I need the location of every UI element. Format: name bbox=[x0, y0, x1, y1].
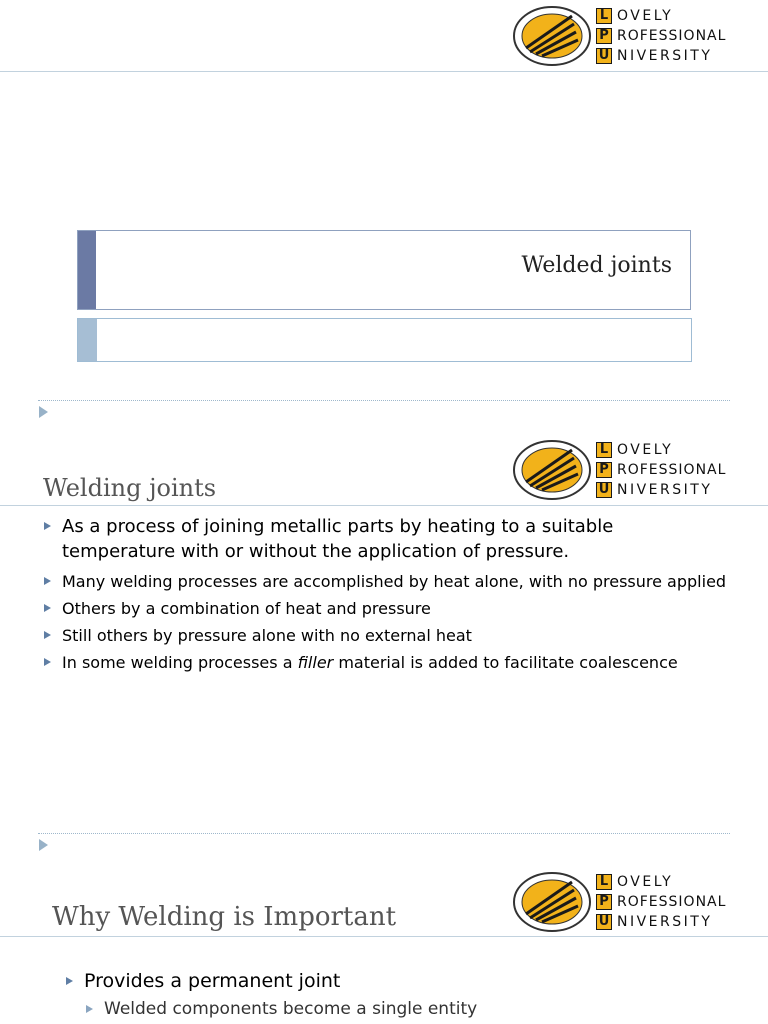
bullet-text: Many welding processes are accomplished by heat alone, with no pressure applied bbox=[62, 572, 727, 591]
bullet-text: Welded components become a single entity bbox=[104, 999, 478, 1019]
logo-word-university: NIVERSITY bbox=[617, 48, 713, 64]
logo-letter-l: L bbox=[596, 442, 612, 458]
logo-letter-u: U bbox=[596, 48, 612, 64]
bullet-icon bbox=[44, 577, 51, 585]
bullet-text-before: In some welding processes a bbox=[62, 653, 298, 672]
bullet-list bbox=[42, 514, 732, 678]
logo-letter-l: L bbox=[596, 874, 612, 890]
bullet-text: Provides a permanent joint bbox=[84, 970, 341, 992]
sub-bullet-icon bbox=[86, 1005, 93, 1013]
slide-separator-1 bbox=[38, 400, 730, 401]
logo-letter-l: L bbox=[596, 8, 612, 24]
bullet-text-emphasis: filler bbox=[297, 653, 334, 672]
list-item bbox=[42, 651, 732, 674]
logo-word-lovely: OVELY bbox=[617, 8, 674, 24]
logo-wordmark bbox=[596, 6, 726, 66]
slide-expand-arrow-icon[interactable] bbox=[39, 406, 48, 418]
logo-letter-p: P bbox=[596, 462, 612, 478]
list-item bbox=[64, 968, 724, 994]
bullet-icon bbox=[44, 658, 51, 666]
bullet-text: As a process of joining metallic parts by heating to a suitable temperature with or without the application of pressure. bbox=[62, 516, 614, 562]
bullet-text: Still others by pressure alone with no external heat bbox=[62, 626, 472, 645]
logo-letter-u: U bbox=[596, 914, 612, 930]
header-divider bbox=[0, 936, 768, 937]
list-item bbox=[42, 597, 732, 620]
bullet-icon bbox=[44, 604, 51, 612]
list-item bbox=[42, 514, 732, 564]
university-logo bbox=[512, 4, 768, 68]
logo-wordmark bbox=[596, 872, 726, 932]
logo-word-professional: ROFESSIONAL bbox=[617, 28, 727, 44]
logo-word-professional: ROFESSIONAL bbox=[617, 894, 727, 910]
bullet-icon bbox=[44, 631, 51, 639]
title-accent-bar bbox=[78, 231, 96, 309]
university-seal-icon bbox=[512, 4, 592, 68]
bullet-list bbox=[64, 968, 724, 994]
slide-2 bbox=[0, 430, 768, 830]
university-logo bbox=[512, 870, 768, 934]
logo-letter-p: P bbox=[596, 28, 612, 44]
slide-expand-arrow-icon[interactable] bbox=[39, 839, 48, 851]
slide-heading: Why Welding is Important bbox=[52, 902, 397, 932]
slide-separator-2 bbox=[38, 833, 730, 834]
logo-word-university: NIVERSITY bbox=[617, 482, 713, 498]
logo-word-lovely: OVELY bbox=[617, 874, 674, 890]
subtitle-accent-bar bbox=[78, 319, 97, 361]
university-logo bbox=[512, 438, 768, 502]
subtitle-placeholder bbox=[77, 318, 692, 362]
bullet-icon bbox=[66, 977, 73, 985]
bullet-text: Others by a combination of heat and pressure bbox=[62, 599, 431, 618]
slide-3 bbox=[0, 866, 768, 1024]
logo-letter-u: U bbox=[596, 482, 612, 498]
logo-wordmark bbox=[596, 440, 726, 500]
bullet-icon bbox=[44, 522, 51, 530]
sub-bullet-list bbox=[84, 997, 724, 1021]
header-divider bbox=[0, 505, 768, 506]
header-divider bbox=[0, 71, 768, 72]
university-seal-icon bbox=[512, 870, 592, 934]
list-item bbox=[42, 624, 732, 647]
logo-word-professional: ROFESSIONAL bbox=[617, 462, 727, 478]
slide-title: Welded joints bbox=[521, 253, 672, 278]
list-item bbox=[84, 997, 724, 1021]
logo-word-university: NIVERSITY bbox=[617, 914, 713, 930]
logo-letter-p: P bbox=[596, 894, 612, 910]
logo-word-lovely: OVELY bbox=[617, 442, 674, 458]
university-seal-icon bbox=[512, 438, 592, 502]
title-placeholder bbox=[77, 230, 691, 310]
bullet-text-after: material is added to facilitate coalescence bbox=[333, 653, 678, 672]
list-item bbox=[42, 570, 732, 593]
slide-heading: Welding joints bbox=[43, 474, 217, 502]
